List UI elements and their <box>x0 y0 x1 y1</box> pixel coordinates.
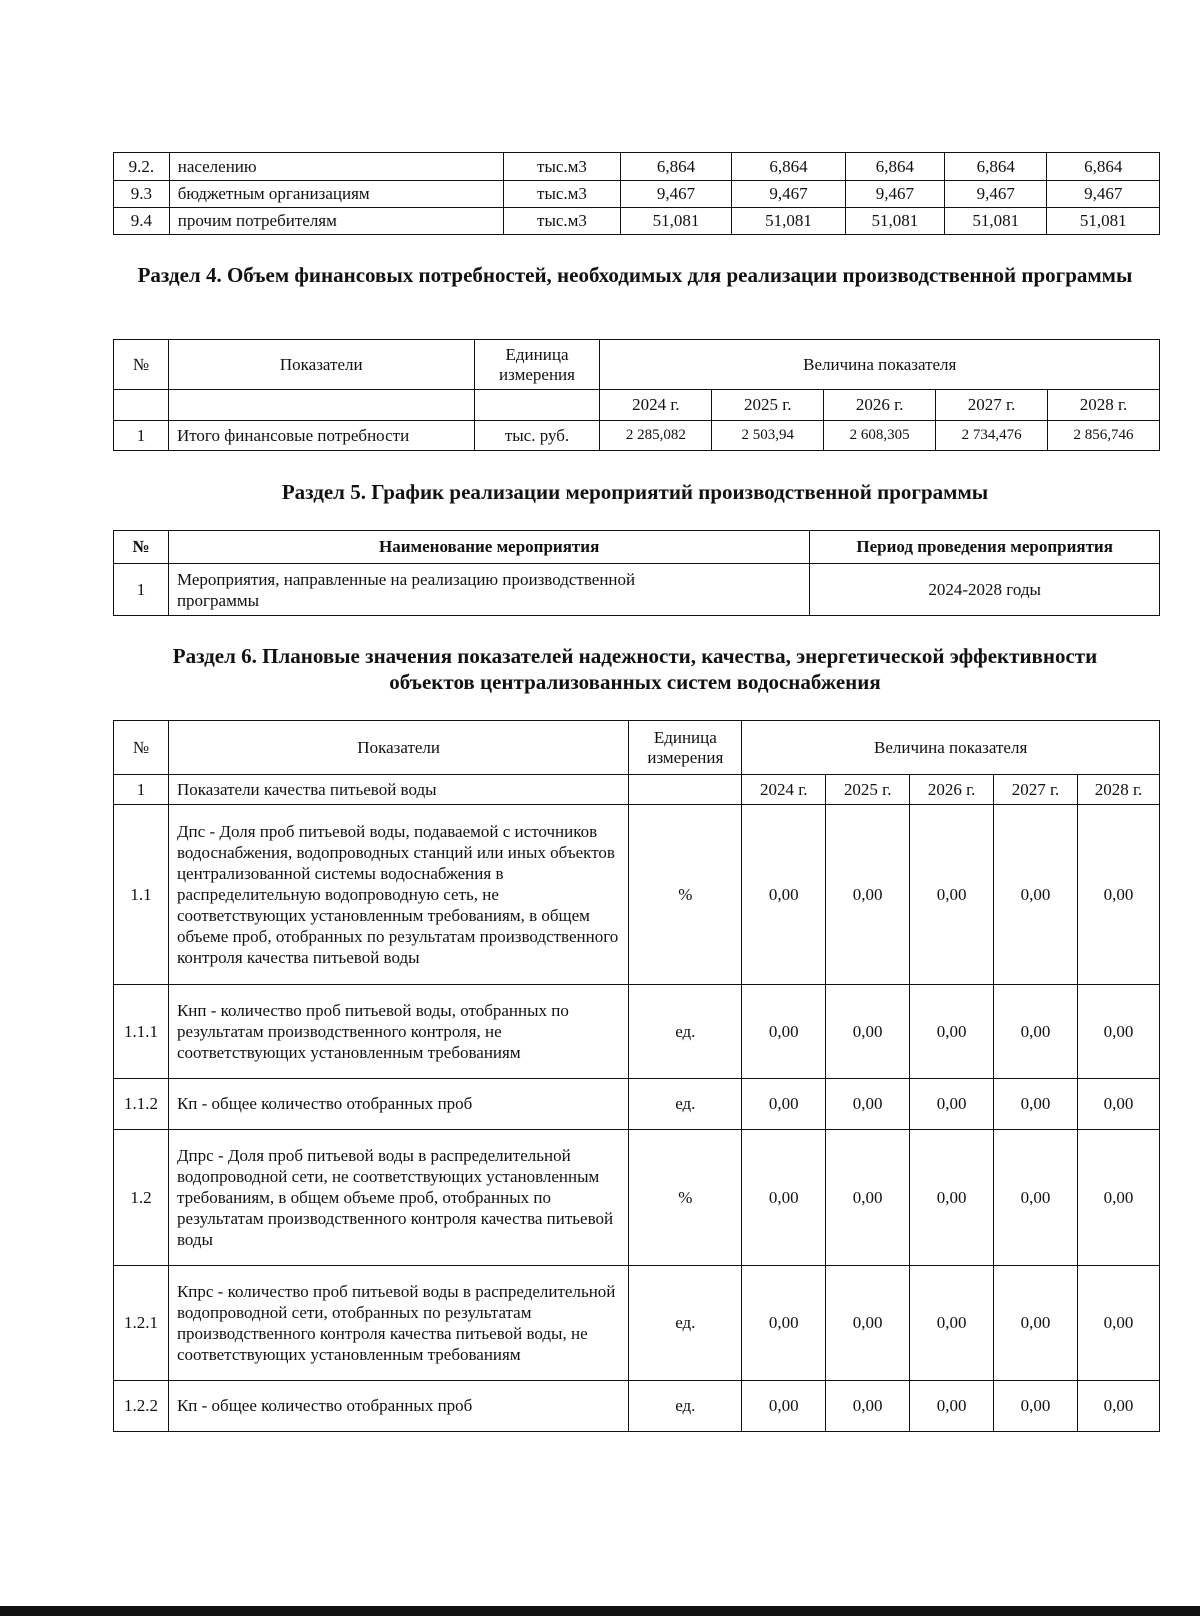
value-2027: 0,00 <box>994 1130 1078 1266</box>
value-2027: 0,00 <box>994 1266 1078 1381</box>
value-2024: 51,081 <box>620 208 731 235</box>
value-2024: 0,00 <box>742 1130 826 1266</box>
section6-title: Раздел 6. Плановые значения показателей надежности, качества, энергетической эффективности объектов централизованных систем водоснабжения <box>172 644 1098 694</box>
value-2025: 6,864 <box>732 153 846 181</box>
row-name: Кп - общее количество отобранных проб <box>168 1381 628 1432</box>
value-2027: 2 734,476 <box>936 421 1048 451</box>
section5-title: Раздел 5. График реализации мероприятий производственной программы <box>281 480 989 504</box>
value-2027: 6,864 <box>945 153 1047 181</box>
value-2028: 0,00 <box>1077 805 1159 985</box>
col-header-indicator: Показатели <box>168 340 474 390</box>
row-number: 1.1.1 <box>114 985 169 1079</box>
value-2026: 6,864 <box>845 153 944 181</box>
value-2028: 9,467 <box>1047 181 1160 208</box>
row-name: Кпрс - количество проб питьевой воды в распределительной водопроводной сети, отобранных по результатам производственного контроля качества питьевой воды, не соответствующих установленным требованиям <box>168 1266 628 1381</box>
value-2024: 6,864 <box>620 153 731 181</box>
value-2026: 0,00 <box>910 1266 994 1381</box>
value-2024: 0,00 <box>742 1079 826 1130</box>
table-row <box>114 564 1160 616</box>
year-2024: 2024 г. <box>742 775 826 805</box>
value-2027: 0,00 <box>994 805 1078 985</box>
value-2025: 0,00 <box>826 1130 910 1266</box>
row-unit: ед. <box>629 1266 742 1381</box>
row-period: 2024-2028 годы <box>810 564 1160 616</box>
table-row <box>114 1266 1160 1381</box>
value-2027: 0,00 <box>994 1381 1078 1432</box>
value-2024: 0,00 <box>742 1381 826 1432</box>
row-number: 1 <box>114 564 169 616</box>
row-unit: тыс.м3 <box>504 181 621 208</box>
year-2025: 2025 г. <box>712 390 824 421</box>
table-row <box>114 208 1160 235</box>
row-unit: тыс. руб. <box>474 421 600 451</box>
row-unit: ед. <box>629 1381 742 1432</box>
col-header-value: Величина показателя <box>600 340 1160 390</box>
value-2024: 0,00 <box>742 985 826 1079</box>
value-2025: 2 503,94 <box>712 421 824 451</box>
section4-title: Раздел 4. Объем финансовых потребностей, необходимых для реализации производственной программы <box>137 263 1133 287</box>
row-name: Кп - общее количество отобранных проб <box>168 1079 628 1130</box>
row-number: 1.2.2 <box>114 1381 169 1432</box>
value-2026: 2 608,305 <box>824 421 936 451</box>
col-header-number: № <box>114 721 169 775</box>
value-2024: 9,467 <box>620 181 731 208</box>
table-row <box>114 1381 1160 1432</box>
row-number: 1.2 <box>114 1130 169 1266</box>
table-row <box>114 421 1160 451</box>
row-name: населению <box>169 153 503 181</box>
row-unit: тыс.м3 <box>504 153 621 181</box>
group-row <box>114 775 1160 805</box>
row-name: Дпрс - Доля проб питьевой воды в распределительной водопроводной сети, не соответствующих установленным требованиям, в общем объеме проб, отобранных по результатам производственного контроля качества питьевой воды <box>168 1130 628 1266</box>
value-2024: 0,00 <box>742 1266 826 1381</box>
value-2025: 0,00 <box>826 1381 910 1432</box>
col-header-number: № <box>114 531 169 564</box>
row-unit: % <box>629 805 742 985</box>
value-2026: 0,00 <box>910 1381 994 1432</box>
row-number: 9.3 <box>114 181 170 208</box>
value-2027: 9,467 <box>945 181 1047 208</box>
value-2028: 0,00 <box>1077 1266 1159 1381</box>
row-name: Мероприятия, направленные на реализацию производственной программы <box>168 564 809 616</box>
value-2027: 0,00 <box>994 985 1078 1079</box>
row-number: 1.1.2 <box>114 1079 169 1130</box>
year-2025: 2025 г. <box>826 775 910 805</box>
top-volume-table <box>113 152 1160 235</box>
value-2024: 0,00 <box>742 805 826 985</box>
row-unit: ед. <box>629 985 742 1079</box>
table-row <box>114 1130 1160 1266</box>
row-number: 9.2. <box>114 153 170 181</box>
year-2027: 2027 г. <box>994 775 1078 805</box>
row-unit: % <box>629 1130 742 1266</box>
row-unit: ед. <box>629 1079 742 1130</box>
value-2026: 0,00 <box>910 985 994 1079</box>
value-2027: 51,081 <box>945 208 1047 235</box>
value-2025: 51,081 <box>732 208 846 235</box>
row-number: 1 <box>114 775 169 805</box>
table-row <box>114 985 1160 1079</box>
value-2028: 0,00 <box>1077 1079 1159 1130</box>
col-header-name: Наименование мероприятия <box>168 531 809 564</box>
value-2026: 9,467 <box>845 181 944 208</box>
header-row <box>114 721 1160 775</box>
header-row <box>114 340 1160 390</box>
value-2025: 0,00 <box>826 1079 910 1130</box>
year-2024: 2024 г. <box>600 390 712 421</box>
value-2028: 6,864 <box>1047 153 1160 181</box>
value-2026: 51,081 <box>845 208 944 235</box>
value-2025: 9,467 <box>732 181 846 208</box>
row-number: 1.1 <box>114 805 169 985</box>
value-2028: 0,00 <box>1077 1130 1159 1266</box>
value-2026: 0,00 <box>910 1079 994 1130</box>
row-name: Показатели качества питьевой воды <box>168 775 628 805</box>
row-number: 9.4 <box>114 208 170 235</box>
row-name: Кнп - количество проб питьевой воды, отобранных по результатам производственного контроля, не соответствующих установленным требованиям <box>168 985 628 1079</box>
table-row <box>114 1079 1160 1130</box>
col-header-value: Величина показателя <box>742 721 1160 775</box>
year-2028: 2028 г. <box>1048 390 1160 421</box>
value-2024: 2 285,082 <box>600 421 712 451</box>
value-2028: 2 856,746 <box>1048 421 1160 451</box>
year-2028: 2028 г. <box>1077 775 1159 805</box>
col-header-number: № <box>114 340 169 390</box>
value-2028: 51,081 <box>1047 208 1160 235</box>
table-row <box>114 181 1160 208</box>
row-name: Дпс - Доля проб питьевой воды, подаваемой с источников водоснабжения, водопроводных станций или иных объектов централизованной системы водоснабжения в распределительную водопроводную сеть, не соответствующих установленным требованиям, в общем объеме проб, отобранных по результатам производственного контроля качества питьевой воды <box>168 805 628 985</box>
row-name: прочим потребителям <box>169 208 503 235</box>
section4-table <box>113 339 1160 451</box>
col-header-period: Период проведения мероприятия <box>810 531 1160 564</box>
year-2026: 2026 г. <box>824 390 936 421</box>
table-row <box>114 805 1160 985</box>
scan-edge-bar <box>0 1606 1200 1616</box>
col-header-unit: Единица измерения <box>474 340 600 390</box>
year-2027: 2027 г. <box>936 390 1048 421</box>
value-2025: 0,00 <box>826 805 910 985</box>
value-2026: 0,00 <box>910 805 994 985</box>
row-number: 1.2.1 <box>114 1266 169 1381</box>
section5-table <box>113 530 1160 616</box>
row-name: Итого финансовые потребности <box>168 421 474 451</box>
value-2025: 0,00 <box>826 1266 910 1381</box>
col-header-indicator: Показатели <box>168 721 628 775</box>
year-2026: 2026 г. <box>910 775 994 805</box>
years-row <box>114 390 1160 421</box>
col-header-unit: Единица измерения <box>629 721 742 775</box>
section6-table <box>113 720 1160 1432</box>
value-2027: 0,00 <box>994 1079 1078 1130</box>
value-2028: 0,00 <box>1077 985 1159 1079</box>
row-name: бюджетным организациям <box>169 181 503 208</box>
value-2025: 0,00 <box>826 985 910 1079</box>
value-2028: 0,00 <box>1077 1381 1159 1432</box>
header-row <box>114 531 1160 564</box>
row-number: 1 <box>114 421 169 451</box>
value-2026: 0,00 <box>910 1130 994 1266</box>
row-unit: тыс.м3 <box>504 208 621 235</box>
table-row <box>114 153 1160 181</box>
